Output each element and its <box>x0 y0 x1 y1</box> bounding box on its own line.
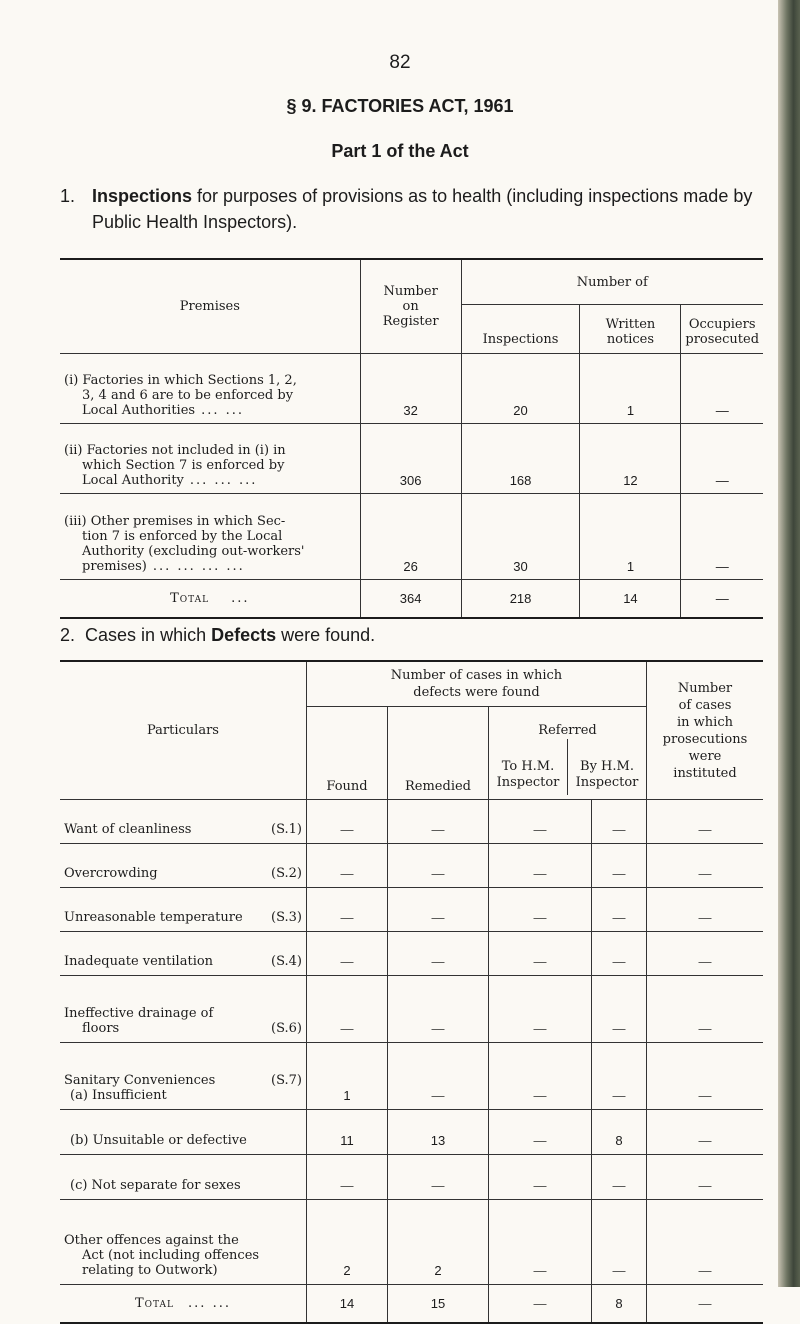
total-prosecuted: — <box>681 580 763 619</box>
notices-value: 1 <box>580 354 681 424</box>
page-edge-shadow <box>778 0 800 1287</box>
header-by-hm-inspector: By H.M. Inspector <box>567 739 646 795</box>
header-number-on-register: Number on Register <box>360 259 461 354</box>
table-row: Inadequate ventilation (S.4) — — — — — <box>60 932 763 976</box>
row-label: (i) Factories in which Sections 1, 2, 3, 4 and 6 are to be enforced by Local Authorities ... ... <box>60 354 360 424</box>
total-prosecutions: — <box>647 1285 764 1324</box>
row-label: (iii) Other premises in which Sec- tion 7 is enforced by the Local Authority (excluding out-workers' premises) ... ... ... ... <box>60 494 360 580</box>
row-label: Ineffective drainage of floors (S.6) <box>60 976 307 1043</box>
inspections-value: 30 <box>461 494 580 580</box>
header-number-of: Number of <box>461 259 763 305</box>
defects-bold: Defects <box>211 625 277 645</box>
header-inspections: Inspections <box>461 305 580 354</box>
total-label: Total ... <box>170 591 250 606</box>
prosecuted-value: — <box>681 424 763 494</box>
notices-value: 12 <box>580 424 681 494</box>
header-number-of-cases: Number of cases in which defects were found <box>307 661 647 707</box>
row-label: Overcrowding (S.2) <box>60 844 307 888</box>
row-label: (ii) Factories not included in (i) in which Section 7 is enforced by Local Authority ... ... ... <box>60 424 360 494</box>
part-title: Part 1 of the Act <box>331 141 469 161</box>
table-row: Sanitary Conveniences (S.7) (a) Insufficient 1 — — — — <box>60 1043 763 1110</box>
prosecuted-value: — <box>681 354 763 424</box>
table-row <box>60 494 763 580</box>
row-label: (c) Not separate for sexes <box>60 1155 307 1200</box>
header-referred: Referred To H.M. Inspector By H.M. Inspector <box>489 707 647 800</box>
row-label: Unreasonable temperature (S.3) <box>60 888 307 932</box>
total-row <box>60 580 763 619</box>
row-label: Inadequate ventilation (S.4) <box>60 932 307 976</box>
inspections-value: 168 <box>461 424 580 494</box>
header-found: Found <box>307 707 388 800</box>
header-to-hm-inspector: To H.M. Inspector <box>496 759 560 790</box>
header-particulars: Particulars <box>60 661 307 800</box>
total-remedied: 15 <box>388 1285 489 1324</box>
total-label: Total ... ... <box>135 1296 231 1311</box>
total-inspections: 218 <box>461 580 580 619</box>
header-remedied: Remedied <box>388 707 489 800</box>
header-prosecutions-instituted: Number of cases in which prosecutions were instituted <box>647 661 764 800</box>
page-number: 82 <box>389 52 411 73</box>
inspections-bold: Inspections <box>92 186 193 206</box>
total-to-hm: — <box>489 1285 592 1324</box>
notices-value: 1 <box>580 494 681 580</box>
total-found: 14 <box>307 1285 388 1324</box>
total-by-hm: 8 <box>592 1285 647 1324</box>
total-register: 364 <box>360 580 461 619</box>
row-label: Other offences against the Act (not including offences relating to Outwork) <box>60 1200 307 1285</box>
header-written-notices: Written notices <box>580 305 681 354</box>
table-row: Overcrowding (S.2) — — — — — <box>60 844 763 888</box>
total-row <box>60 1285 763 1324</box>
paragraph-inspections: 1. Inspections for purposes of provisions as to health (including inspections made by Public Health Inspectors). <box>60 186 753 232</box>
table-row: (c) Not separate for sexes — — — — — <box>60 1155 763 1200</box>
prosecuted-value: — <box>681 494 763 580</box>
table-row: (b) Unsuitable or defective 11 13 — 8 — <box>60 1110 763 1155</box>
inspections-table <box>60 258 763 619</box>
table-row <box>60 424 763 494</box>
row-label: (b) Unsuitable or defective <box>60 1110 307 1155</box>
register-value: 32 <box>360 354 461 424</box>
register-value: 26 <box>360 494 461 580</box>
row-label: Sanitary Conveniences (S.7) (a) Insufficient <box>60 1043 307 1110</box>
paragraph-defects: 2. Cases in which Defects were found. <box>60 625 376 645</box>
table-row: Want of cleanliness (S.1) — — — — — <box>60 800 763 844</box>
table-row: Ineffective drainage of floors (S.6) — — — — — <box>60 976 763 1043</box>
register-value: 306 <box>360 424 461 494</box>
row-label: Want of cleanliness (S.1) <box>60 800 307 844</box>
table-row <box>60 354 763 424</box>
section-title: § 9. FACTORIES ACT, 1961 <box>286 96 514 116</box>
header-premises: Premises <box>60 259 360 354</box>
defects-table <box>60 660 763 1324</box>
header-occupiers-prosecuted: Occupiers prosecuted <box>681 305 763 354</box>
table-row: Unreasonable temperature (S.3) — — — — — <box>60 888 763 932</box>
inspections-value: 20 <box>461 354 580 424</box>
total-notices: 14 <box>580 580 681 619</box>
table-row: Other offences against the Act (not including offences relating to Outwork) 2 2 — — — <box>60 1200 763 1285</box>
